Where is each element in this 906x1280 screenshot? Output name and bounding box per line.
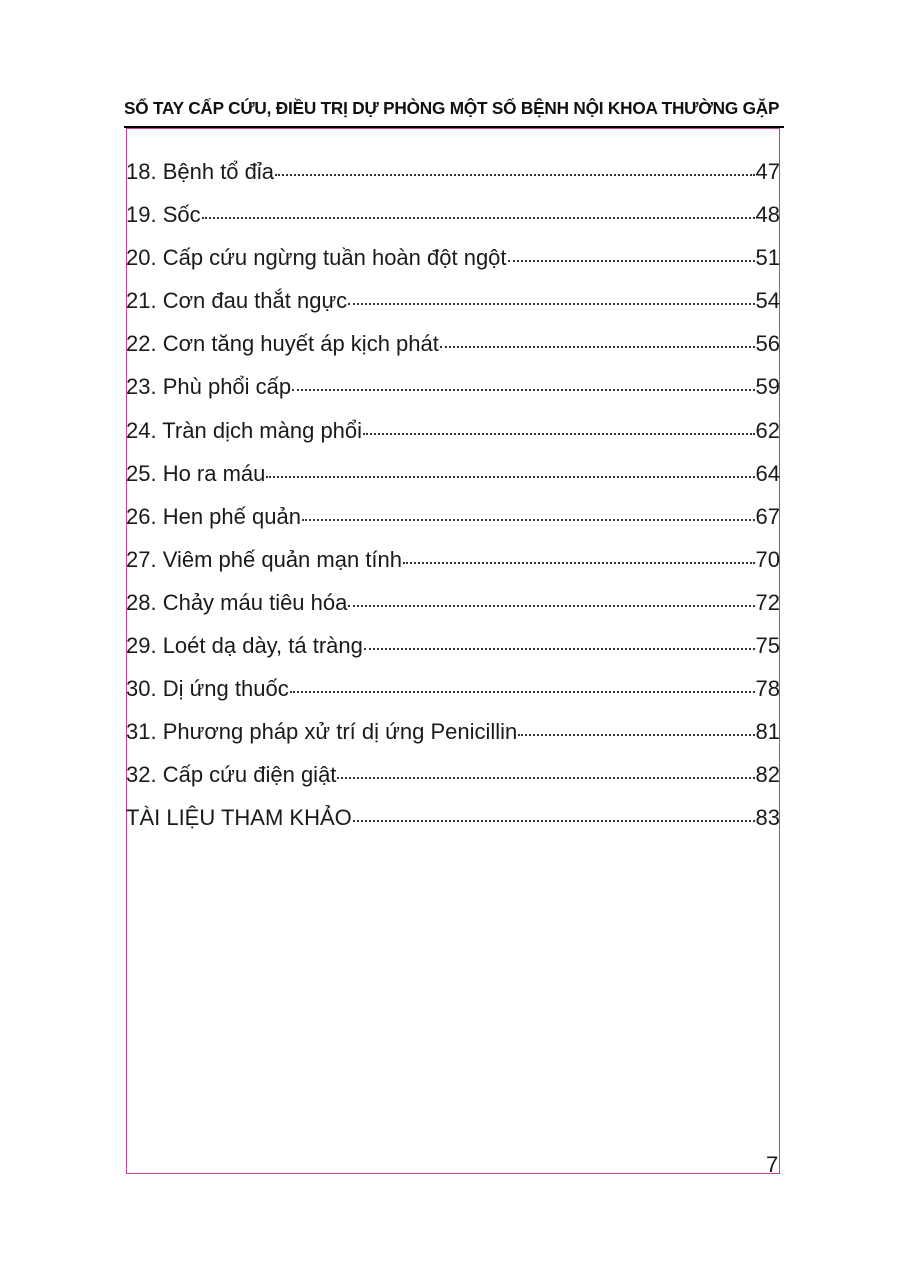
toc-entry[interactable] <box>126 796 780 839</box>
toc-dot-leader <box>266 476 754 478</box>
toc-entry-page: 83 <box>755 805 780 831</box>
toc-entry[interactable] <box>126 193 780 236</box>
toc-dot-leader <box>363 433 754 435</box>
toc-entry-title: 30. Dị ứng thuốc <box>126 676 289 702</box>
toc-entry-page: 47 <box>755 159 780 184</box>
book-title: SỔ TAY CẤP CỨU, ĐIỀU TRỊ DỰ PHÒNG MỘT SỐ BỆNH NỘI KHOA THƯỜNG GẶP <box>124 98 780 118</box>
toc-dot-leader <box>302 519 755 521</box>
toc-entry[interactable] <box>126 279 780 322</box>
toc-entry-page: 70 <box>755 546 780 572</box>
toc-entry-title: 29. Loét dạ dày, tá tràng <box>126 633 363 659</box>
toc-entry-page: 48 <box>755 202 780 228</box>
toc-entry[interactable] <box>126 753 780 796</box>
toc-dot-leader <box>508 260 755 262</box>
toc-dot-leader <box>290 691 755 693</box>
toc-entry-title: 31. Phương pháp xử trí dị ứng Penicillin <box>126 719 518 745</box>
toc-dot-leader <box>353 820 755 822</box>
toc-entry-page: 72 <box>755 589 780 615</box>
toc-dot-leader <box>337 777 754 779</box>
toc-entry[interactable] <box>126 150 780 193</box>
toc-entry[interactable] <box>126 624 780 667</box>
toc-dot-leader <box>403 562 755 564</box>
toc-entry[interactable] <box>126 710 780 753</box>
toc-dot-leader <box>518 734 754 736</box>
page-number: 7 <box>766 1152 779 1177</box>
toc-entry-page: 81 <box>755 719 780 745</box>
toc-dot-leader <box>292 389 754 391</box>
toc-entry-page: 62 <box>755 417 780 443</box>
toc-entry-title: 18. Bệnh tổ đỉa <box>126 159 275 184</box>
toc-entry-page: 82 <box>755 762 780 788</box>
toc-entry[interactable] <box>126 581 780 624</box>
toc-entry-title: 20. Cấp cứu ngừng tuần hoàn đột ngột <box>126 245 507 271</box>
toc-entry-title: TÀI LIỆU THAM KHẢO <box>126 805 352 831</box>
toc-entry[interactable] <box>126 409 780 452</box>
toc-entry[interactable] <box>126 236 780 279</box>
toc-entry-page: 78 <box>755 676 780 702</box>
running-header <box>124 96 784 128</box>
toc-entry[interactable] <box>126 667 780 710</box>
toc-entry-title: 26. Hen phế quản <box>126 503 301 529</box>
toc-entry-title: 32. Cấp cứu điện giật <box>126 762 337 788</box>
toc-entry-page: 54 <box>755 288 780 314</box>
toc-entry-page: 56 <box>755 331 780 357</box>
toc-entry-page: 64 <box>755 460 780 486</box>
toc-entry[interactable] <box>126 322 780 365</box>
toc-dot-leader <box>202 217 755 219</box>
toc-entry-title: 23. Phù phổi cấp <box>126 374 292 400</box>
toc-entry[interactable] <box>126 365 780 408</box>
toc-entry-title: 22. Cơn tăng huyết áp kịch phát <box>126 331 439 357</box>
toc-entry-title: 28. Chảy máu tiêu hóa <box>126 589 348 615</box>
toc-entry[interactable] <box>126 452 780 495</box>
toc-entry[interactable] <box>126 495 780 538</box>
toc-entry-title: 24. Tràn dịch màng phổi <box>126 417 363 443</box>
toc-dot-leader <box>275 174 755 176</box>
toc-entry-title: 19. Sốc <box>126 202 201 228</box>
toc-entry-title: 27. Viêm phế quản mạn tính <box>126 546 403 572</box>
toc-dot-leader <box>348 303 754 305</box>
toc-entry-page: 75 <box>755 633 780 659</box>
toc-dot-leader <box>348 605 754 607</box>
toc-entry-page: 51 <box>755 245 780 271</box>
table-of-contents <box>126 150 780 840</box>
toc-dot-leader <box>440 346 755 348</box>
toc-entry[interactable] <box>126 538 780 581</box>
toc-dot-leader <box>364 648 755 650</box>
toc-entry-title: 21. Cơn đau thắt ngực <box>126 288 348 314</box>
toc-entry-page: 59 <box>755 374 780 400</box>
toc-entry-title: 25. Ho ra máu <box>126 460 266 486</box>
toc-entry-page: 67 <box>755 503 780 529</box>
